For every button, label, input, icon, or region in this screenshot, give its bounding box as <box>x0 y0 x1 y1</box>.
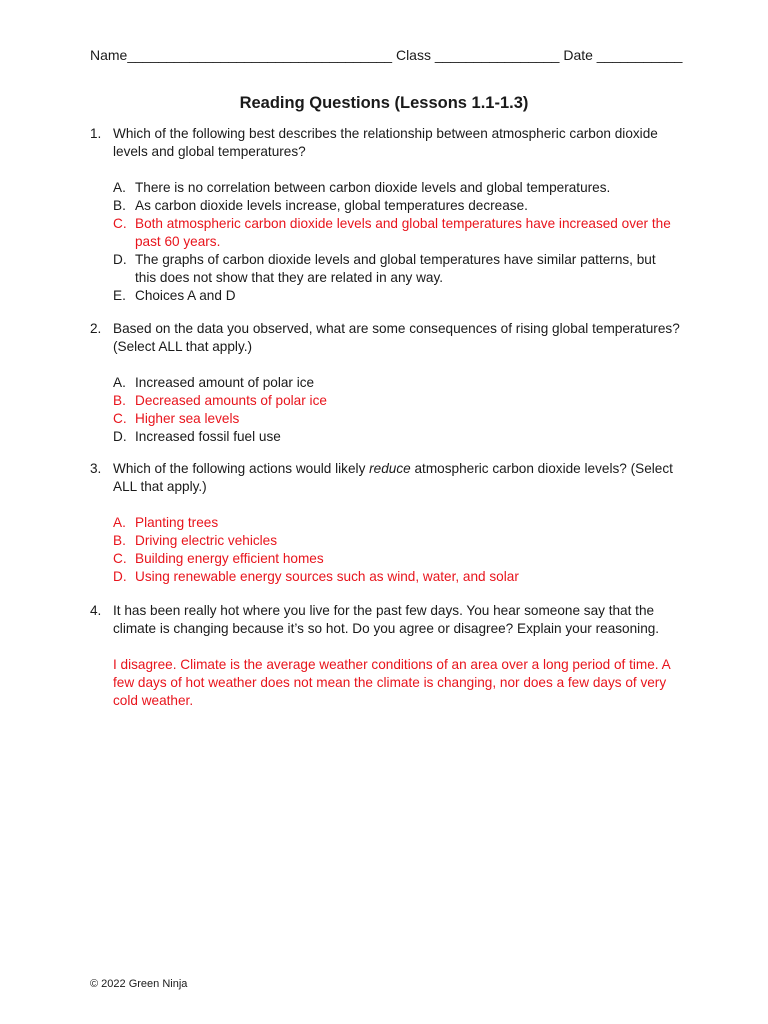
option-list <box>113 179 680 305</box>
question-number: 2. <box>90 321 102 336</box>
footer-copyright: © 2022 Green Ninja <box>90 978 188 990</box>
option-list <box>113 514 680 586</box>
option-letter: C. <box>113 411 127 426</box>
option-d-answer <box>113 568 680 586</box>
emphasis-reduce: reduce <box>369 461 411 476</box>
option-c-answer <box>113 410 680 428</box>
option-letter: B. <box>113 533 126 548</box>
option-text: Choices A and D <box>135 288 236 303</box>
option-letter: D. <box>113 569 127 584</box>
question-4 <box>90 602 680 710</box>
option-b <box>113 197 680 215</box>
option-d <box>113 251 680 287</box>
option-letter: D. <box>113 252 127 267</box>
question-text: Based on the data you observed, what are some consequences of rising global temperatures? (Select ALL that apply.) <box>113 321 680 354</box>
option-text: Building energy efficient homes <box>135 551 324 566</box>
option-letter: B. <box>113 198 126 213</box>
option-text: As carbon dioxide levels increase, global temperatures decrease. <box>135 198 528 213</box>
option-a-answer <box>113 514 680 532</box>
option-text: Planting trees <box>135 515 219 530</box>
option-letter: C. <box>113 551 127 566</box>
option-text: The graphs of carbon dioxide levels and global temperatures have similar patterns, but this does not show that they are related in any way. <box>135 252 656 285</box>
option-text: Increased amount of polar ice <box>135 375 315 390</box>
option-list <box>113 374 680 446</box>
option-letter: A. <box>113 180 126 195</box>
question-3 <box>90 460 680 586</box>
question-number: 4. <box>90 603 102 618</box>
option-d <box>113 428 680 446</box>
option-letter: C. <box>113 216 127 231</box>
option-letter: A. <box>113 375 126 390</box>
question-number: 3. <box>90 461 102 476</box>
question-text: It has been really hot where you live for the past few days. You hear someone say that the climate is changing because it’s so hot. Do you agree or disagree? Explain your reasoning. <box>113 603 660 636</box>
option-letter: B. <box>113 393 126 408</box>
option-b-answer <box>113 392 680 410</box>
option-a <box>113 374 680 392</box>
option-text: Decreased amounts of polar ice <box>135 393 327 408</box>
question-1 <box>90 125 680 305</box>
option-letter: E. <box>113 288 126 303</box>
option-b-answer <box>113 532 680 550</box>
option-text: There is no correlation between carbon dioxide levels and global temperatures. <box>135 180 611 195</box>
page-title: Reading Questions (Lessons 1.1-1.3) <box>239 94 529 112</box>
option-c-answer <box>113 215 680 251</box>
option-e <box>113 287 680 305</box>
option-a <box>113 179 680 197</box>
answer-text: I disagree. Climate is the average weather conditions of an area over a long period of time. A few days of hot weather does not mean the climate is changing, nor does a few days of very cold weather. <box>113 657 670 708</box>
question-text: Which of the following actions would likely reduce atmospheric carbon dioxide levels? (Select ALL that apply.) <box>113 461 673 494</box>
question-number: 1. <box>90 126 102 141</box>
header-fields: Name__________________________________ Class ________________ Date ___________ <box>90 47 683 63</box>
question-2 <box>90 320 680 446</box>
option-text: Both atmospheric carbon dioxide levels and global temperatures have increased over the past 60 years. <box>135 216 671 249</box>
question-text: Which of the following best describes the relationship between atmospheric carbon dioxide levels and global temperatures? <box>113 126 658 159</box>
option-text: Increased fossil fuel use <box>135 429 281 444</box>
option-text: Driving electric vehicles <box>135 533 278 548</box>
option-letter: A. <box>113 515 126 530</box>
option-c-answer <box>113 550 680 568</box>
option-text: Using renewable energy sources such as wind, water, and solar <box>135 569 519 584</box>
option-text: Higher sea levels <box>135 411 240 426</box>
option-letter: D. <box>113 429 127 444</box>
